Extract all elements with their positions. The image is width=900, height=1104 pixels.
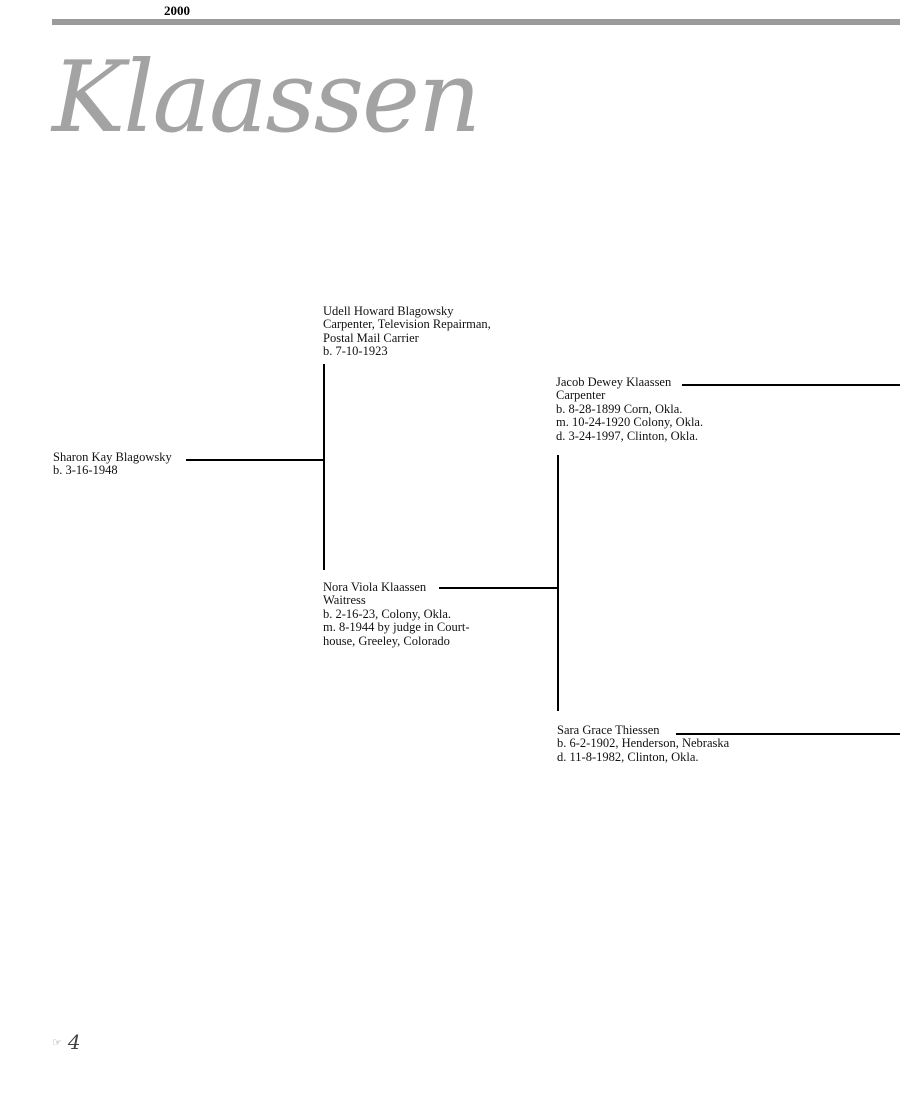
grandfather-died: d. 3-24-1997, Clinton, Okla. (556, 428, 699, 443)
father-name: Udell Howard Blagowsky (323, 304, 454, 318)
grandparents-vertical-line (557, 455, 559, 711)
header-rule (52, 19, 900, 25)
page-number-block (52, 1030, 81, 1054)
grandfather-extension-line (682, 384, 900, 386)
grandfather-name: Jacob Dewey Klaassen (556, 375, 672, 389)
subject-born: b. 3-16-1948 (53, 463, 118, 478)
mother-married-line-1: m. 8-1944 by judge in Court- (323, 620, 470, 635)
year-label: 2000 (164, 3, 190, 18)
grandmother-died: d. 11-8-1982, Clinton, Okla. (557, 749, 699, 764)
mother-entry (323, 581, 470, 648)
grandfather-born: b. 8-28-1899 Corn, Okla. (556, 401, 683, 416)
maternal-grandfather-entry (556, 376, 703, 443)
mother-married-line-2: house, Greeley, Colorado (323, 633, 450, 648)
parents-vertical-line (323, 364, 325, 570)
subject-name: Sharon Kay Blagowsky (53, 450, 172, 464)
grandmother-name: Sara Grace Thiessen (557, 723, 660, 737)
mother-connector-line (439, 587, 558, 589)
mother-name: Nora Viola Klaassen (323, 580, 427, 594)
family-surname-title: Klaassen (52, 41, 480, 155)
father-entry (323, 305, 491, 359)
grandmother-born: b. 6-2-1902, Henderson, Nebraska (557, 736, 730, 751)
mother-born: b. 2-16-23, Colony, Okla. (323, 606, 451, 621)
mother-occupation: Waitress (323, 593, 366, 608)
pointing-hand-icon: ☞ (52, 1035, 62, 1049)
grandmother-extension-line (676, 733, 900, 735)
father-occupation-line-1: Carpenter, Television Repairman, (323, 317, 491, 332)
father-occupation-line-2: Postal Mail Carrier (323, 330, 419, 345)
maternal-grandmother-entry (557, 724, 729, 764)
father-born: b. 7-10-1923 (323, 344, 388, 359)
subject-connector-line (186, 459, 324, 461)
page-number: 4 (67, 1030, 81, 1054)
grandfather-occupation: Carpenter (556, 388, 606, 403)
subject-entry (53, 451, 172, 478)
grandfather-married: m. 10-24-1920 Colony, Okla. (556, 415, 704, 430)
